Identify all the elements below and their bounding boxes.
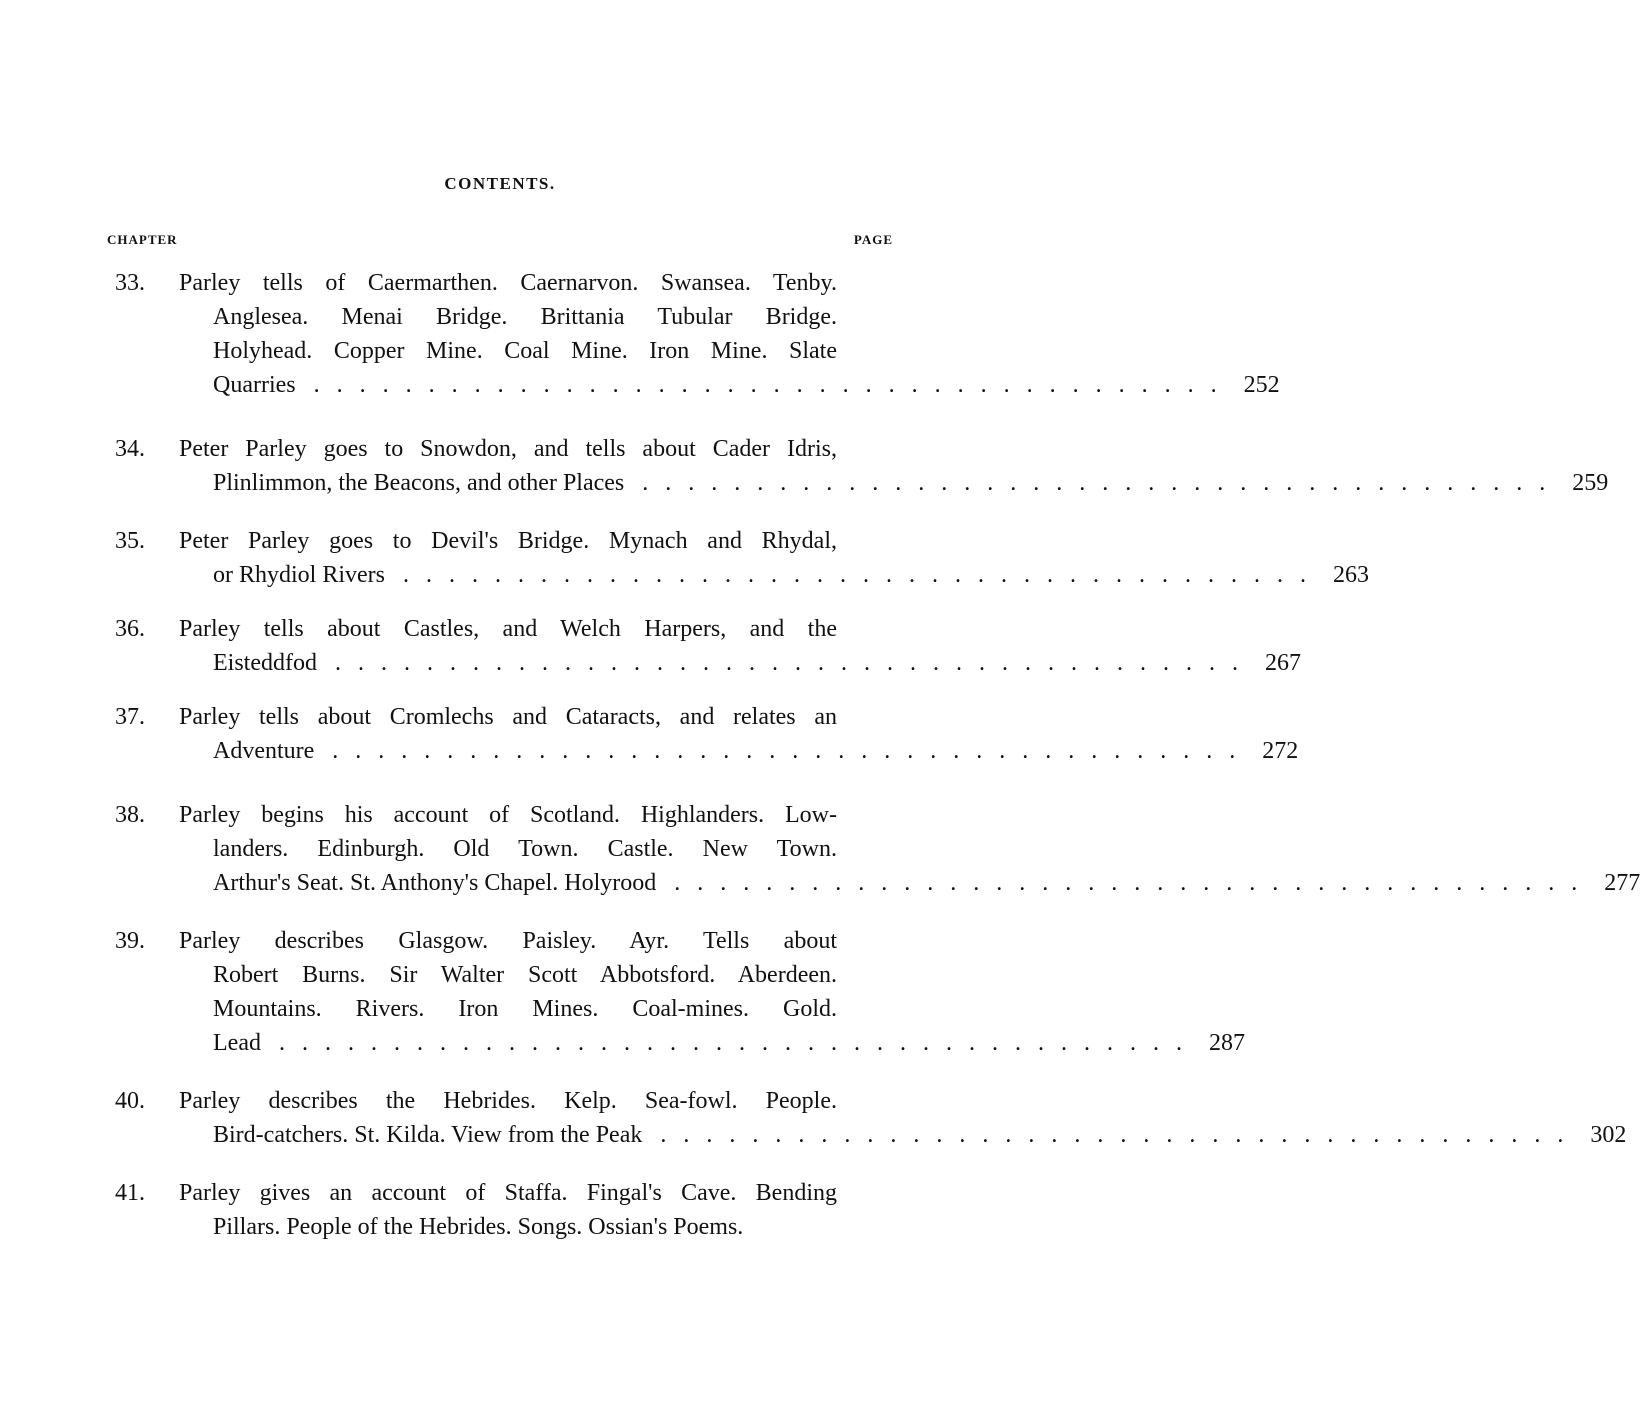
entry-text-line: Peter Parley goes to Devil's Bridge. Mynach and Rhydal, (179, 528, 837, 554)
entry-final-line (213, 558, 1369, 592)
entry-final-line (213, 466, 1609, 500)
dot-leader: ........................................ (278, 1030, 1199, 1056)
entry-text-line: Parley describes the Hebrides. Kelp. Sea-fowl. People. (179, 1088, 837, 1114)
entry-text-line: Peter Parley goes to Snowdon, and tells about Cader Idris, (179, 436, 837, 462)
entry-final-line (213, 1118, 1627, 1152)
entry-text-line: or Rhydiol Rivers (213, 562, 385, 588)
chapter-number: 35. (115, 528, 145, 554)
entry-text-line: Parley begins his account of Scotland. Highlanders. Low- (179, 802, 837, 828)
chapter-number: 39. (115, 928, 145, 954)
chapter-number: 34. (115, 436, 145, 462)
entry-text-line: Parley tells about Castles, and Welch Harpers, and the (179, 616, 837, 642)
contents-list (115, 266, 1640, 1244)
dot-leader: ........................................ (642, 470, 1563, 496)
chapter-number: 40. (115, 1088, 145, 1114)
page-number: 287 (1208, 1030, 1245, 1056)
page-number: 272 (1262, 738, 1299, 764)
dot-leader: ........................................ (334, 650, 1255, 676)
page-number: 302 (1590, 1122, 1627, 1148)
entry-text-line: landers. Edinburgh. Old Town. Castle. New Town. (213, 836, 837, 862)
contents-entry (115, 924, 1245, 1060)
entry-text-line: Parley tells about Cromlechs and Cataracts, and relates an (179, 704, 837, 730)
entry-text-line: Plinlimmon, the Beacons, and other Places (213, 470, 625, 496)
entry-final-line (213, 734, 1299, 768)
entry-text-line: Eisteddfod (213, 650, 317, 676)
entry-text-line: Anglesea. Menai Bridge. Brittania Tubular Bridge. (213, 304, 837, 330)
page-number: 267 (1264, 650, 1301, 676)
entry-final-line (213, 646, 1301, 680)
entry-final-line (213, 1026, 1245, 1060)
entry-text-line: Holyhead. Copper Mine. Coal Mine. Iron Mine. Slate (213, 338, 837, 364)
entry-text-line: Bird-catchers. St. Kilda. View from the Peak (213, 1122, 643, 1148)
chapter-number: 41. (115, 1180, 145, 1206)
entry-text-line: Pillars. People of the Hebrides. Songs. Ossian's Poems. (213, 1214, 744, 1240)
page-column-label: PAGE (853, 232, 893, 247)
page-number: 277 (1604, 870, 1640, 896)
entry-text-line: Parley gives an account of Staffa. Fingal's Cave. Bending (179, 1180, 837, 1206)
page-number: 259 (1572, 470, 1609, 496)
entry-text-line: Arthur's Seat. St. Anthony's Chapel. Holyrood (213, 870, 657, 896)
page-number: 263 (1333, 562, 1369, 588)
dot-leader: ........................................ (660, 1122, 1581, 1148)
chapter-number: 37. (115, 704, 145, 730)
entry-text-line: Adventure (213, 738, 315, 764)
contents-entry (115, 700, 1299, 768)
chapter-number: 38. (115, 802, 145, 828)
contents-entry (115, 1084, 1627, 1152)
chapter-column-label: CHAPTER (107, 232, 178, 247)
entry-text-line: Mountains. Rivers. Iron Mines. Coal-mines. Gold. (213, 996, 837, 1022)
page-heading: CONTENTS. (444, 174, 556, 193)
contents-entry (115, 524, 1369, 592)
chapter-number: 33. (115, 270, 145, 296)
entry-text-line: Parley tells of Caermarthen. Caernarvon. Swansea. Tenby. (179, 270, 837, 296)
contents-entry (115, 432, 1609, 500)
entry-text-line: Parley describes Glasgow. Paisley. Ayr. Tells about (179, 928, 837, 954)
contents-entry (115, 798, 1640, 900)
contents-entry (115, 1176, 893, 1244)
dot-leader: ........................................ (313, 372, 1234, 398)
dot-leader: ........................................ (674, 870, 1595, 896)
entry-text-line: Quarries (213, 372, 296, 398)
dot-leader: ........................................ (332, 738, 1253, 764)
page-number: 252 (1243, 372, 1280, 398)
contents-entry (115, 266, 1280, 402)
entry-final-line (213, 866, 1640, 900)
contents-entry (115, 612, 1301, 680)
dot-leader: ........................................ (403, 562, 1323, 588)
chapter-number: 36. (115, 616, 145, 642)
entry-text-line: Robert Burns. Sir Walter Scott Abbotsford. Aberdeen. (213, 962, 837, 988)
entry-final-line (213, 368, 1280, 402)
entry-text-line: Lead (213, 1030, 261, 1056)
